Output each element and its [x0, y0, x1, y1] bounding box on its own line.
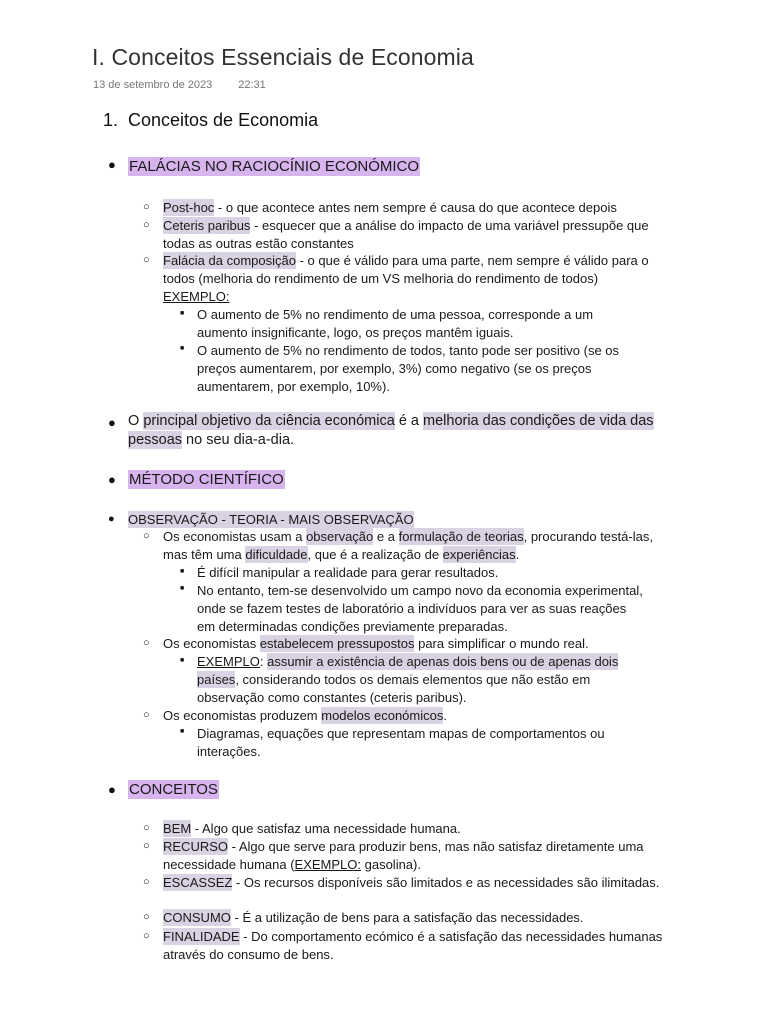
hollow-bullet-icon: ○ — [143, 822, 150, 834]
square-bullet-icon: ■ — [180, 728, 185, 735]
page-time: 22:31 — [238, 79, 266, 91]
heading-text: Conceitos de Economia — [128, 110, 319, 130]
list-item-modelos: Os economistas produzem modelos económicos. — [163, 708, 447, 723]
list-item-ceteris: Ceteris paribus - esquecer que a análise do impacto de uma variável pressupõe que todas as outras estão constantes — [163, 218, 649, 251]
hollow-bullet-icon: ○ — [143, 201, 150, 213]
list-item-economia-experimental: No entanto, tem-se desenvolvido um campo novo da economia experimental, onde se fazem testes de laboratório a indivíduos para ver as suas reações em determinadas condições previamente preparadas. — [197, 583, 643, 634]
bullet-icon: ● — [108, 157, 116, 172]
hollow-bullet-icon: ○ — [143, 254, 150, 266]
list-item-experiencias: Os economistas usam a observação e a formulação de teorias, procurando testá-las, mas têm uma dificuldade, que é a realização de experiências. — [163, 529, 653, 562]
list-item-recurso: RECURSO - Algo que serve para produzir bens, mas não satisfaz diretamente uma necessidade humana (EXEMPLO: gasolina). — [163, 839, 644, 872]
observacao-line: OBSERVAÇÃO - TEORIA - MAIS OBSERVAÇÃO — [128, 512, 414, 527]
square-bullet-icon: ■ — [180, 345, 185, 352]
list-item-diagramas: Diagramas, equações que representam mapas de comportamentos ou interações. — [197, 726, 605, 759]
page-title: I. Conceitos Essenciais de Economia — [92, 44, 474, 70]
list-item-finalidade: FINALIDADE - Do comportamento ecómico é a satisfação das necessidades humanas através do consumo de bens. — [163, 929, 663, 962]
hollow-bullet-icon: ○ — [143, 530, 150, 542]
bullet-icon: ● — [108, 513, 115, 525]
list-item-pressupostos: Os economistas estabelecem pressupostos para simplificar o mundo real. — [163, 636, 589, 651]
falacias-title: FALÁCIAS NO RACIOCÍNIO ECONÓMICO — [129, 158, 420, 175]
hollow-bullet-icon: ○ — [143, 911, 150, 923]
section-heading — [103, 110, 318, 131]
bullet-icon: ● — [108, 415, 116, 430]
metodo-title: MÉTODO CIENTÍFICO — [129, 471, 284, 488]
hollow-bullet-icon: ○ — [143, 876, 150, 888]
list-item-consumo: CONSUMO - É a utilização de bens para a satisfação das necessidades. — [163, 910, 584, 925]
list-item-bem: BEM - Algo que satisfaz uma necessidade humana. — [163, 821, 461, 836]
heading-number: 1. — [103, 110, 119, 130]
objetivo-paragraph: O principal objetivo da ciência económica é a melhoria das condições de vida das pessoas no seu dia-a-dia. — [128, 413, 654, 448]
list-item-post-hoc: Post-hoc - o que acontece antes nem sempre é causa do que acontece depois — [163, 200, 617, 215]
hollow-bullet-icon: ○ — [143, 930, 150, 942]
list-item-exemplo-2: O aumento de 5% no rendimento de todos, tanto pode ser positivo (se os preços aumentarem, por exemplo, 3%) como negativo (se os preços aumentarem, por exemplo, 10%). — [197, 343, 620, 394]
list-item-escassez: ESCASSEZ - Os recursos disponíveis são limitados e as necessidades são ilimitadas. — [163, 875, 660, 890]
hollow-bullet-icon: ○ — [143, 219, 150, 231]
list-item-exemplo-bens: EXEMPLO: assumir a existência de apenas dois bens ou de apenas dois países, considerando todos os demais elementos que não estão em observação como constantes (ceteris paribus). — [197, 654, 619, 705]
hollow-bullet-icon: ○ — [143, 840, 150, 852]
list-item-exemplo-1: O aumento de 5% no rendimento de uma pessoa, corresponde a um aumento insignificante, logo, os preços mantêm iguais. — [197, 307, 594, 340]
square-bullet-icon: ■ — [180, 568, 185, 575]
bullet-icon: ● — [108, 782, 116, 797]
page-date: 13 de setembro de 2023 — [93, 79, 213, 91]
list-item-manipular: É difícil manipular a realidade para gerar resultados. — [197, 565, 499, 580]
hollow-bullet-icon: ○ — [143, 637, 150, 649]
hollow-bullet-icon: ○ — [143, 709, 150, 721]
square-bullet-icon: ■ — [180, 310, 185, 317]
bullet-icon: ● — [108, 472, 116, 487]
page-meta — [93, 79, 266, 91]
list-item-composicao: Falácia da composição - o que é válido para uma parte, nem sempre é válido para o todos (melhoria do rendimento de um VS melhoria do rendimento de todos) EXEMPLO: — [163, 253, 649, 304]
conceitos-title: CONCEITOS — [129, 781, 218, 798]
square-bullet-icon: ■ — [180, 657, 185, 664]
square-bullet-icon: ■ — [180, 585, 185, 592]
